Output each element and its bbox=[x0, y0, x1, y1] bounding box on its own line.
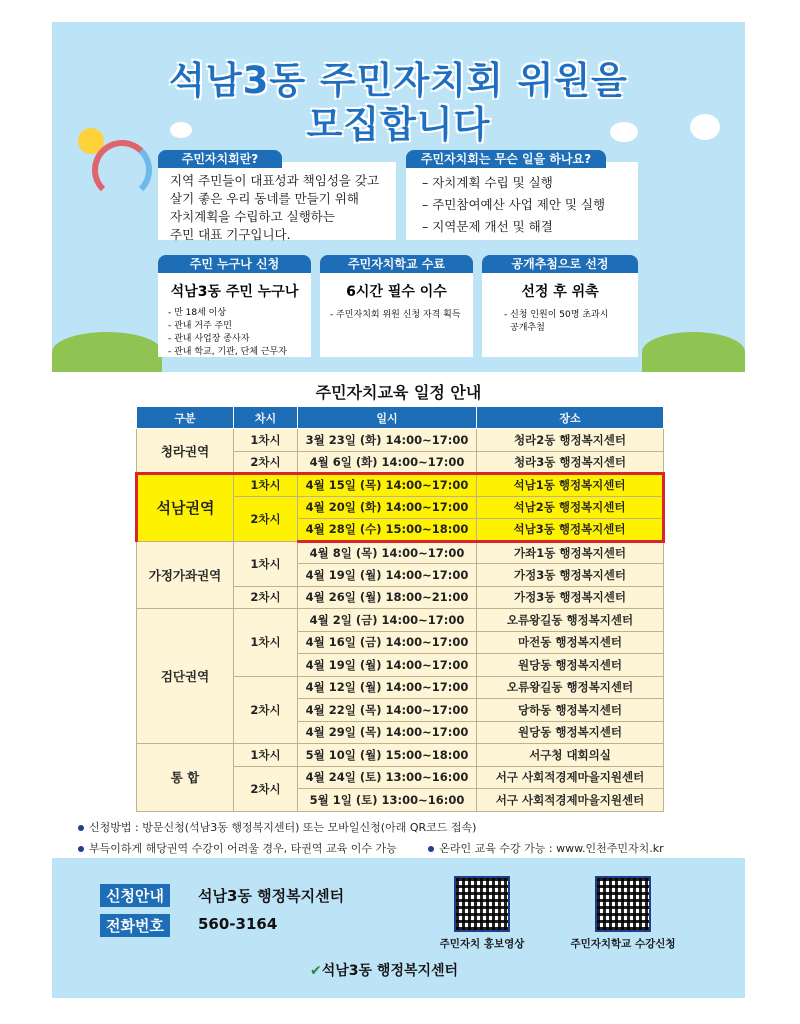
trees-decoration bbox=[52, 332, 162, 372]
location-cell: 원당동 행정복지센터 bbox=[477, 654, 664, 677]
table-row bbox=[137, 541, 664, 564]
note-method: 신청방법 : 방문신청(석남3동 행정복지센터) 또는 모바일신청(아래 QR코드 접속) bbox=[89, 821, 477, 834]
footer-logo bbox=[310, 960, 458, 980]
datetime-cell: 4월 6일 (화) 14:00~17:00 bbox=[298, 451, 477, 474]
region-cell: 가정가좌권역 bbox=[137, 541, 234, 609]
schedule-table bbox=[135, 406, 665, 812]
info-box-header: 주민자치회란? bbox=[158, 150, 282, 168]
session-cell: 2차시 bbox=[234, 586, 298, 609]
qr-code-school[interactable] bbox=[595, 876, 651, 932]
datetime-cell: 4월 28일 (수) 15:00~18:00 bbox=[298, 519, 477, 542]
info-line: 자치계획을 수립하고 실행하는 bbox=[170, 209, 335, 224]
col-header-session: 차시 bbox=[234, 407, 298, 429]
datetime-cell: 4월 19일 (월) 14:00~17:00 bbox=[298, 564, 477, 587]
datetime-cell: 4월 22일 (목) 14:00~17:00 bbox=[298, 699, 477, 722]
location-cell: 서구 사회적경제마을지원센터 bbox=[477, 766, 664, 789]
info-line: – 지역문제 개선 및 해결 bbox=[422, 219, 553, 234]
step-box-school bbox=[320, 257, 473, 357]
location-cell: 오류왕길동 행정복지센터 bbox=[477, 676, 664, 699]
qr-code-promo[interactable] bbox=[454, 876, 510, 932]
step-detail: - 관내 거주 주민 bbox=[168, 321, 232, 331]
session-cell: 2차시 bbox=[234, 496, 298, 541]
step-box-select bbox=[482, 257, 638, 357]
header-section bbox=[52, 22, 745, 372]
info-box-what bbox=[158, 152, 396, 242]
rainbow-icon bbox=[92, 140, 152, 200]
poster bbox=[52, 22, 745, 998]
table-row bbox=[137, 744, 664, 767]
location-cell: 서구 사회적경제마을지원센터 bbox=[477, 789, 664, 812]
table-row bbox=[137, 609, 664, 632]
location-cell: 가정3동 행정복지센터 bbox=[477, 586, 664, 609]
location-cell: 마전동 행정복지센터 bbox=[477, 631, 664, 654]
info-box-header: 주민자치회는 무슨 일을 하나요? bbox=[406, 150, 606, 168]
phone-value: 560-3164 bbox=[198, 915, 278, 933]
info-line: – 자치계획 수립 및 실행 bbox=[422, 175, 553, 190]
location-cell: 석남1동 행정복지센터 bbox=[477, 474, 664, 497]
location-cell: 석남3동 행정복지센터 bbox=[477, 519, 664, 542]
session-cell: 1차시 bbox=[234, 474, 298, 497]
region-cell: 석남권역 bbox=[137, 474, 234, 542]
datetime-cell: 4월 8일 (목) 14:00~17:00 bbox=[298, 541, 477, 564]
step-header: 주민자치학교 수료 bbox=[320, 255, 473, 273]
step-detail: 공개추첨 bbox=[510, 323, 545, 333]
phone-label: 전화번호 bbox=[100, 914, 170, 937]
step-header: 공개추첨으로 선정 bbox=[482, 255, 638, 273]
table-row bbox=[137, 429, 664, 452]
info-line: – 주민참여예산 사업 제안 및 실행 bbox=[422, 197, 606, 212]
step-detail: - 신청 인원이 50명 초과시 bbox=[504, 310, 609, 320]
location-cell: 서구청 대회의실 bbox=[477, 744, 664, 767]
location-cell: 석남2동 행정복지센터 bbox=[477, 496, 664, 519]
datetime-cell: 4월 12일 (월) 14:00~17:00 bbox=[298, 676, 477, 699]
step-main: 선정 후 위촉 bbox=[521, 284, 599, 300]
datetime-cell: 4월 16일 (금) 14:00~17:00 bbox=[298, 631, 477, 654]
step-main: 6시간 필수 이수 bbox=[346, 284, 447, 300]
region-cell: 통 합 bbox=[137, 744, 234, 812]
session-cell: 1차시 bbox=[234, 429, 298, 452]
logo-icon: ✔ bbox=[310, 963, 322, 979]
location-cell: 청라2동 행정복지센터 bbox=[477, 429, 664, 452]
qr-label: 주민자치 홍보영상 bbox=[439, 938, 525, 950]
location-cell: 당하동 행정복지센터 bbox=[477, 699, 664, 722]
notes bbox=[78, 817, 664, 859]
session-cell: 1차시 bbox=[234, 609, 298, 677]
bullet-icon bbox=[78, 825, 84, 831]
step-detail: - 주민자치회 위원 신청 자격 획득 bbox=[330, 310, 461, 320]
page-title: 석남3동 주민자치회 위원을 bbox=[169, 59, 628, 102]
location-cell: 가정3동 행정복지센터 bbox=[477, 564, 664, 587]
info-line: 지역 주민들이 대표성과 책임성을 갖고 bbox=[170, 173, 380, 188]
datetime-cell: 4월 19일 (월) 14:00~17:00 bbox=[298, 654, 477, 677]
session-cell: 2차시 bbox=[234, 676, 298, 744]
qr-label: 주민자치학교 수강신청 bbox=[570, 938, 676, 950]
apply-label: 신청안내 bbox=[100, 884, 170, 907]
step-main: 석남3동 주민 누구나 bbox=[170, 284, 299, 300]
datetime-cell: 4월 24일 (토) 13:00~16:00 bbox=[298, 766, 477, 789]
col-header-datetime: 일시 bbox=[298, 407, 477, 429]
note-other-region: 부득이하게 해당권역 수강이 어려울 경우, 타권역 교육 이수 가능 bbox=[89, 842, 397, 855]
info-box-role bbox=[406, 152, 638, 240]
info-line: 살기 좋은 우리 동네를 만들기 위해 bbox=[170, 191, 359, 206]
schedule-title: 주민자치교육 일정 안내 bbox=[315, 383, 482, 402]
session-cell: 1차시 bbox=[234, 744, 298, 767]
region-cell: 청라권역 bbox=[137, 429, 234, 474]
table-row bbox=[137, 474, 664, 497]
step-detail: - 만 18세 이상 bbox=[168, 308, 227, 318]
session-cell: 1차시 bbox=[234, 541, 298, 586]
bullet-icon bbox=[78, 846, 84, 852]
datetime-cell: 5월 10일 (월) 15:00~18:00 bbox=[298, 744, 477, 767]
page-title-line2: 모집합니다 bbox=[306, 103, 491, 146]
trees-decoration bbox=[642, 332, 745, 372]
datetime-cell: 3월 23일 (화) 14:00~17:00 bbox=[298, 429, 477, 452]
location-cell: 청라3동 행정복지센터 bbox=[477, 451, 664, 474]
step-detail: - 관내 사업장 종사자 bbox=[168, 334, 250, 344]
info-line: 주민 대표 기구입니다. bbox=[170, 227, 291, 242]
datetime-cell: 5월 1일 (토) 13:00~16:00 bbox=[298, 789, 477, 812]
datetime-cell: 4월 20일 (화) 14:00~17:00 bbox=[298, 496, 477, 519]
apply-value: 석남3동 행정복지센터 bbox=[198, 887, 345, 905]
step-detail: - 관내 학교, 기관, 단체 근무자 bbox=[168, 347, 287, 357]
col-header-region: 구분 bbox=[137, 407, 234, 429]
step-box-apply bbox=[158, 257, 311, 357]
session-cell: 2차시 bbox=[234, 766, 298, 811]
session-cell: 2차시 bbox=[234, 451, 298, 474]
step-header: 주민 누구나 신청 bbox=[158, 255, 311, 273]
note-online[interactable]: 온라인 교육 수강 가능 : www.인천주민자치.kr bbox=[439, 842, 664, 855]
datetime-cell: 4월 2일 (금) 14:00~17:00 bbox=[298, 609, 477, 632]
footer-logo-text: 석남3동 행정복지센터 bbox=[321, 963, 459, 979]
location-cell: 원당동 행정복지센터 bbox=[477, 721, 664, 744]
datetime-cell: 4월 15일 (목) 14:00~17:00 bbox=[298, 474, 477, 497]
location-cell: 오류왕길동 행정복지센터 bbox=[477, 609, 664, 632]
bullet-icon bbox=[428, 846, 434, 852]
col-header-location: 장소 bbox=[477, 407, 664, 429]
datetime-cell: 4월 26일 (월) 18:00~21:00 bbox=[298, 586, 477, 609]
datetime-cell: 4월 29일 (목) 14:00~17:00 bbox=[298, 721, 477, 744]
location-cell: 가좌1동 행정복지센터 bbox=[477, 541, 664, 564]
region-cell: 검단권역 bbox=[137, 609, 234, 744]
